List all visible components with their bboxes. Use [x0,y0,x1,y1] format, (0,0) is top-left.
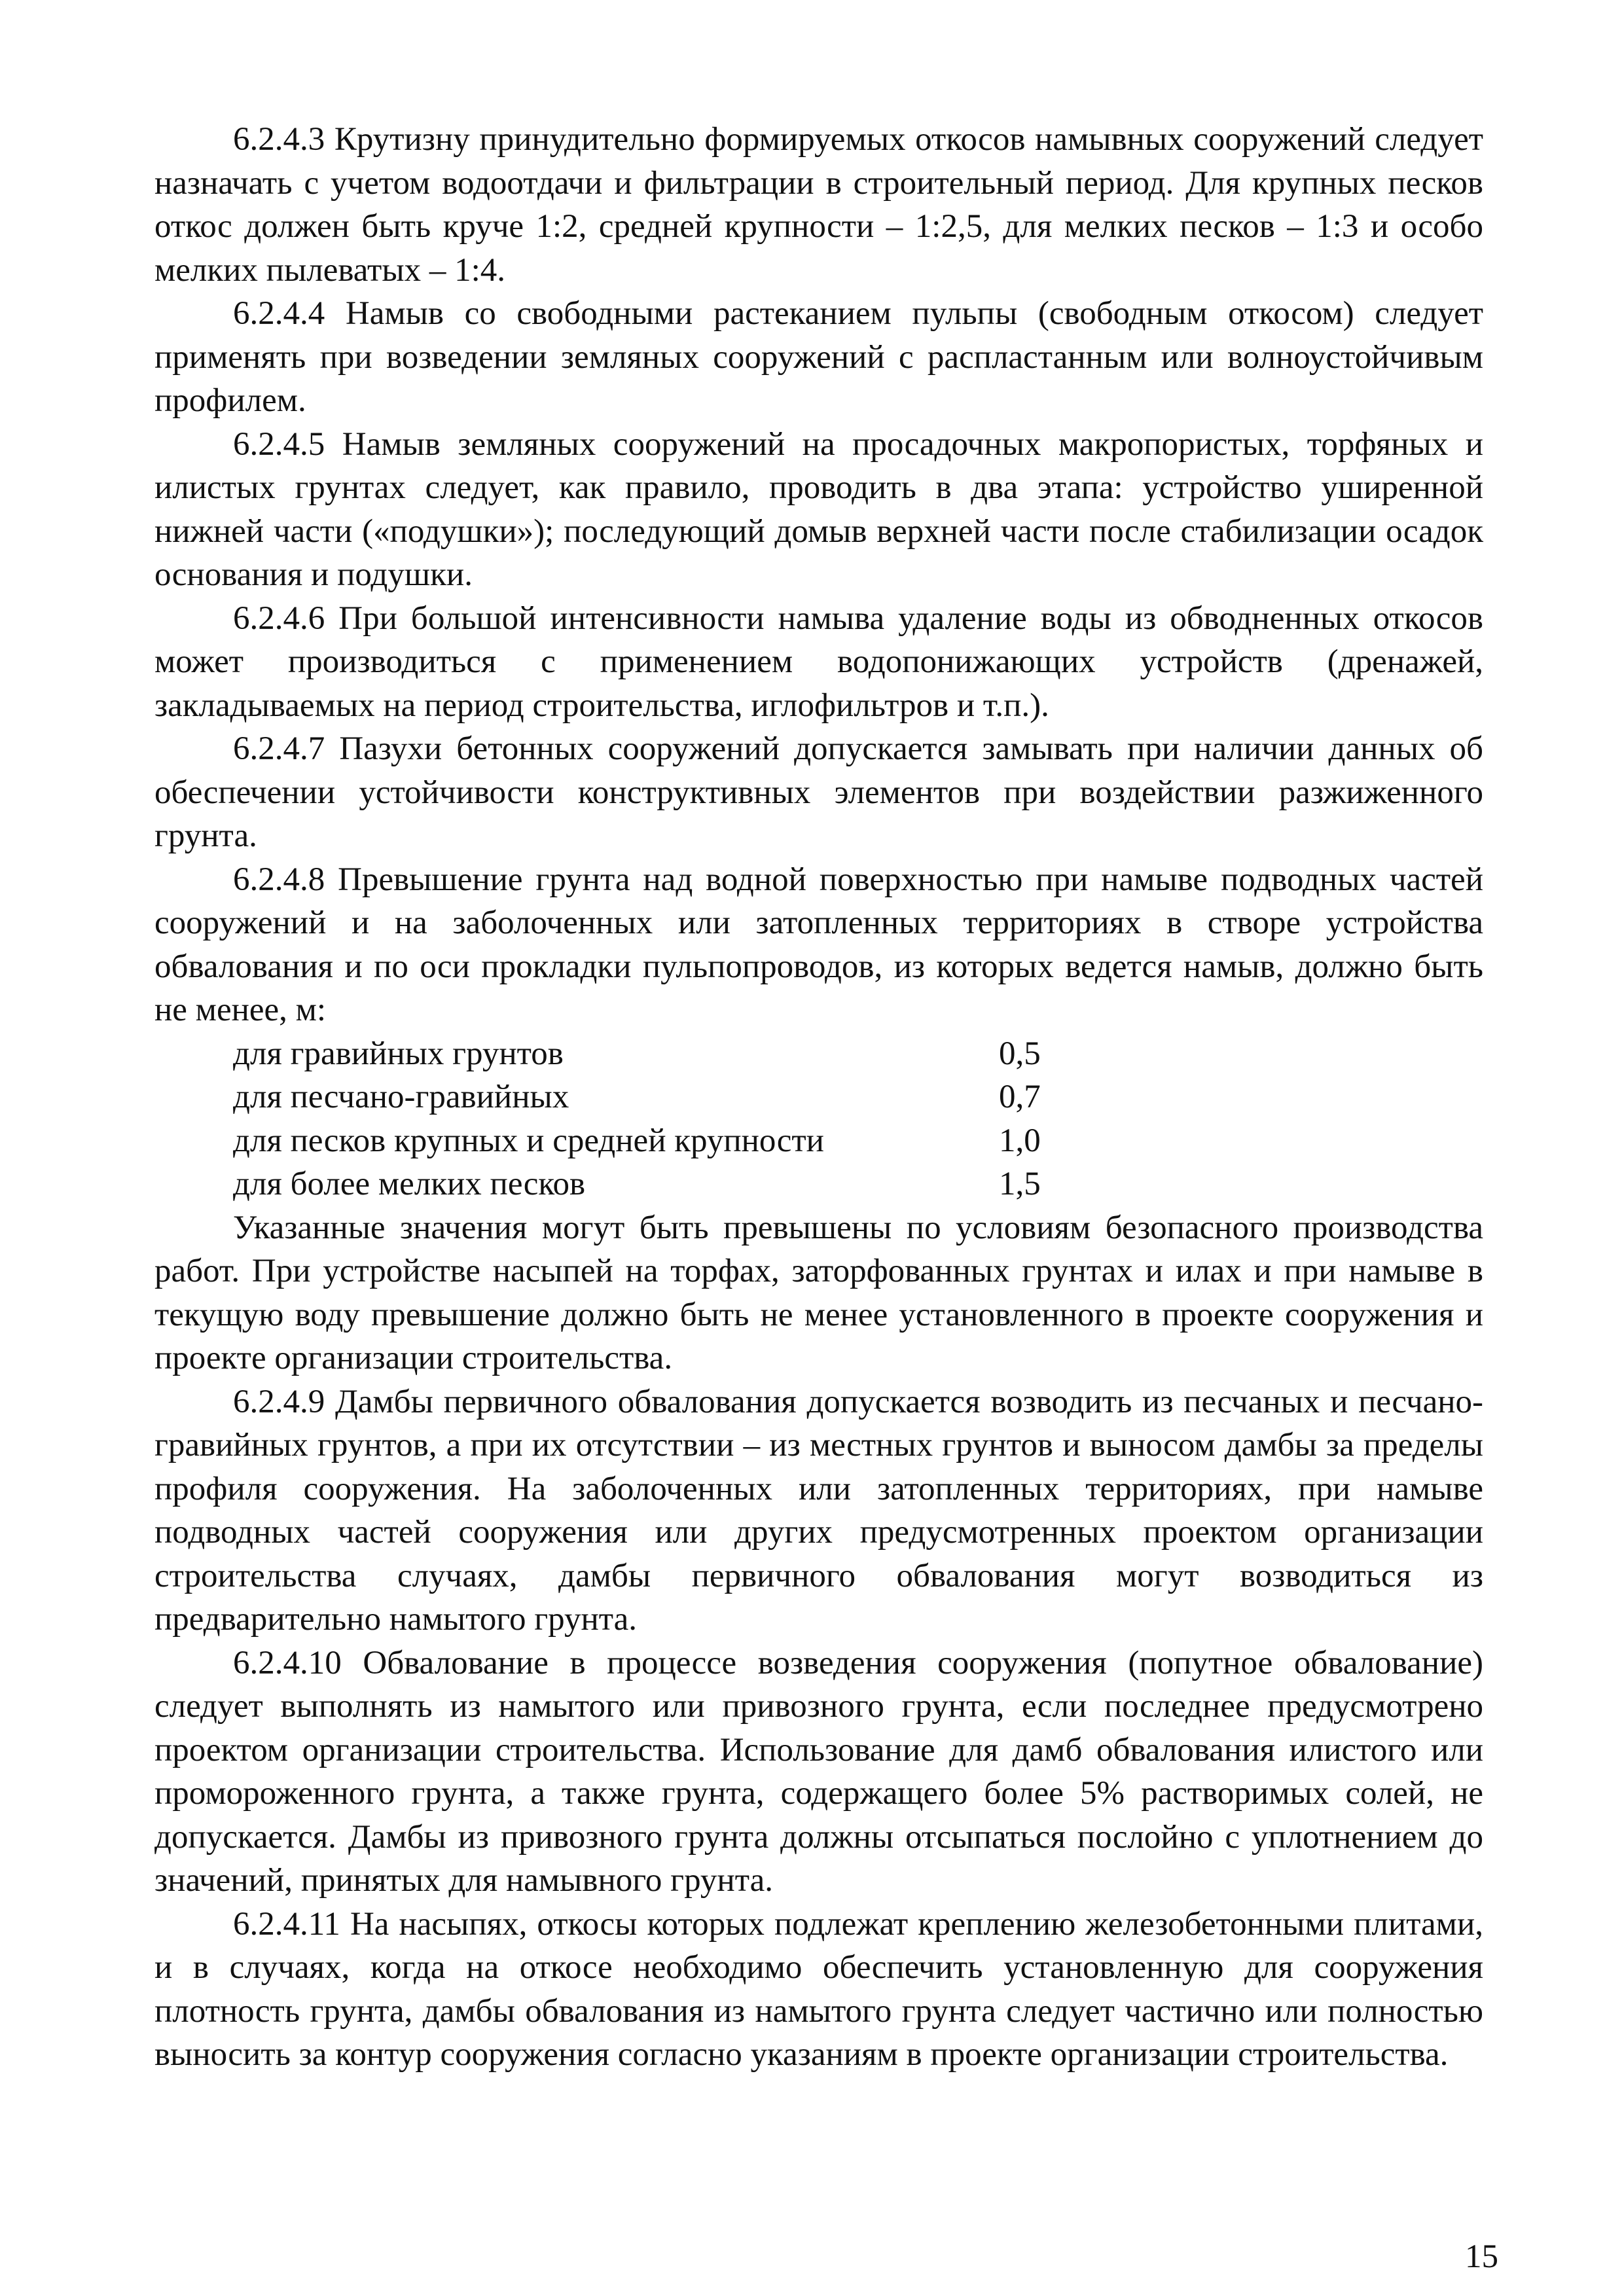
paragraph-6-2-4-11: 6.2.4.11 На насыпях, откосы которых подлежат креплению железобетонными плитами, и в случаях, когда на откосе необходимо обеспечить установленную для сооружения плотность грунта, дамбы обвалования из намытого грунта следует частично или полностью выносить за контур сооружения согласно указаниям в проекте организации строительства. [154,1905,1483,2073]
paragraph-values-note: Указанные значения могут быть превышены по условиям безопасного производства работ. При устройстве насыпей на торфах, заторфованных грунтах и илах и при намыве в текущую воду превышение должно быть не менее установленного в проекте сооружения и проекте организации строительства. [154,1209,1483,1376]
list-item [154,1162,1483,1206]
paragraph-6-2-4-3: 6.2.4.3 Крутизну принудительно формируемых откосов намывных сооружений следует назначать с учетом водоотдачи и фильтрации в строительный период. Для крупных песков откос должен быть круче 1:2, средней крупности – 1:2,5, для мелких песков – 1:3 и особо мелких пылеватых – 1:4. [154,121,1483,289]
paragraph-6-2-4-10: 6.2.4.10 Обвалование в процессе возведения сооружения (попутное обвалование) следует выполнять из намытого или привозного грунта, если последнее предусмотрено проектом организации строительства. Использование для дамб обвалования илистого или промороженного грунта, а также грунта, содержащего более 5% растворимых солей, не допускается. Дамбы из привозного грунта должны отсыпаться послойно с уплотнением до значений, принятых для намывного грунта. [154,1644,1483,1899]
paragraph-6-2-4-7: 6.2.4.7 Пазухи бетонных сооружений допускается замывать при наличии данных об обеспечении устойчивости конструктивных элементов при воздействии разжиженного грунта. [154,730,1483,854]
soil-excess-list [154,1032,1483,1206]
paragraph-6-2-4-5: 6.2.4.5 Намыв земляных сооружений на просадочных макропористых, торфяных и илистых грунтах следует, как правило, проводить в два этапа: устройство уширенной нижней части («подушки»); последующий домыв верхней части после стабилизации осадок основания и подушки. [154,425,1483,593]
list-item [154,1032,1483,1076]
list-item-label: для песков крупных и средней крупности [233,1122,824,1159]
page-body [154,118,1483,2077]
list-item-value: 0,5 [999,1035,1041,1072]
list-item-label: для песчано-гравийных [233,1079,569,1115]
list-item [154,1075,1483,1119]
list-item-value: 1,5 [999,1166,1041,1202]
list-item-label: для гравийных грунтов [233,1035,564,1072]
paragraph-6-2-4-9: 6.2.4.9 Дамбы первичного обвалования допускается возводить из песчаных и песчано-гравийных грунтов, а при их отсутствии – из местных грунтов и выносом дамбы за пределы профиля сооружения. На заболоченных или затопленных территориях, при намыве подводных частей сооружения или других предусмотренных проектом организации строительства случаях, дамбы первичного обвалования могут возводиться из предварительно намытого грунта. [154,1383,1483,1638]
paragraph-6-2-4-6: 6.2.4.6 При большой интенсивности намыва удаление воды из обводненных откосов может производиться с применением водопонижающих устройств (дренажей, закладываемых на период строительства, иглофильтров и т.п.). [154,600,1483,724]
paragraph-6-2-4-4: 6.2.4.4 Намыв со свободными растеканием пульпы (свободным откосом) следует применять при возведении земляных сооружений с распластанным или волноустойчивым профилем. [154,295,1483,419]
page-number: 15 [1465,2238,1498,2275]
list-item-label: для более мелких песков [233,1166,586,1202]
paragraph-6-2-4-8: 6.2.4.8 Превышение грунта над водной поверхностью при намыве подводных частей сооружений и на заболоченных или затопленных территориях в створе устройства обвалования и по оси прокладки пульпопроводов, из которых ведется намыв, должно быть не менее, м: [154,861,1483,1028]
list-item [154,1119,1483,1163]
list-item-value: 0,7 [999,1079,1041,1115]
list-item-value: 1,0 [999,1122,1041,1159]
